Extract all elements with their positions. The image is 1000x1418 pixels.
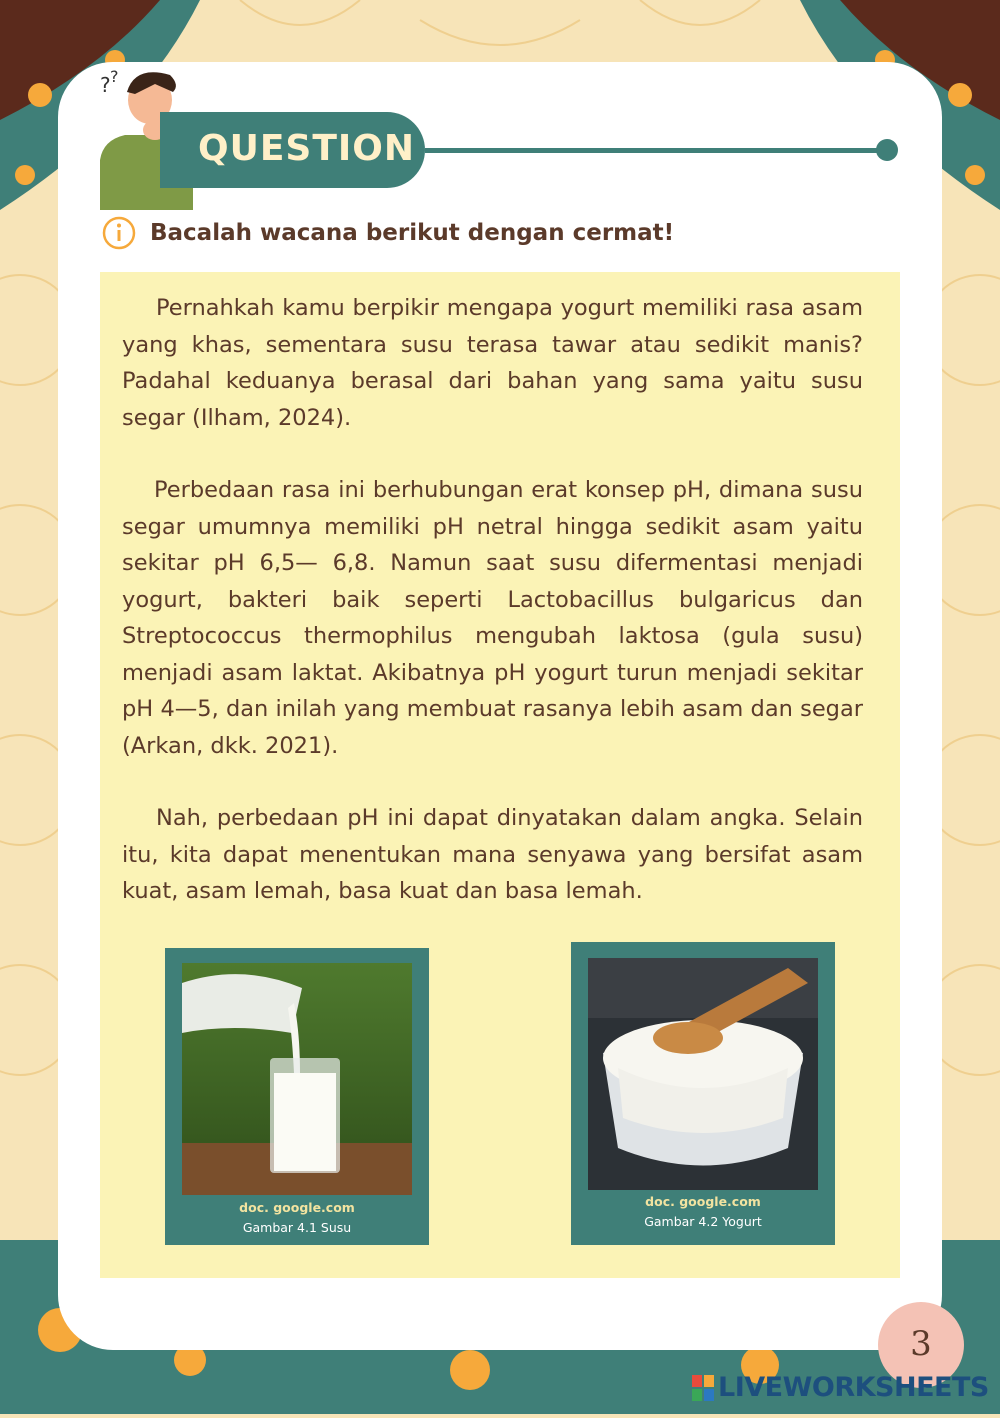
- paragraph-3: Nah, perbedaan pH ini dapat dinyatakan dalam angka. Selain itu, kita dapat menentukan mana senyawa yang bersifat asam kuat, asam lemah, basa kuat dan basa lemah.: [122, 805, 863, 904]
- liveworksheets-logo-icon: [692, 1375, 714, 1401]
- liveworksheets-brand[interactable]: [692, 1372, 989, 1403]
- figure-milk: [165, 948, 429, 1245]
- svg-text:?: ?: [100, 73, 111, 97]
- paragraph-1: Pernahkah kamu berpikir mengapa yogurt memiliki rasa asam yang khas, sementara susu terasa tawar atau sedikit manis? Padahal keduanya berasal dari bahan yang sama yaitu susu segar (Ilham, 2024).: [122, 295, 863, 431]
- brand-name: LIVEWORKSHEETS: [718, 1372, 989, 1403]
- figure-1-caption: Gambar 4.1 Susu: [242, 1220, 352, 1235]
- question-header: [95, 60, 905, 210]
- header-divider-line: [425, 148, 880, 153]
- question-title: QUESTION: [198, 128, 416, 169]
- figure-2-caption: Gambar 4.2 Yogurt: [644, 1214, 762, 1229]
- figure-yogurt: [571, 942, 835, 1245]
- instruction-text: Bacalah wacana berikut dengan cermat!: [150, 220, 675, 246]
- info-icon: [102, 216, 136, 250]
- instruction: [102, 216, 674, 250]
- figure-2-source: doc. google.com: [645, 1194, 761, 1209]
- svg-text:?: ?: [110, 67, 119, 86]
- paragraph-2: Perbedaan rasa ini berhubungan erat konsep pH, dimana susu segar umumnya memiliki pH netral hingga sedikit asam yaitu sekitar pH 6,5— 6,8. Namun saat susu difermentasi menjadi yogurt, bakteri baik seperti Lactobacillus bulgaricus dan Streptococcus thermophilus mengubah laktosa (gula susu) menjadi asam laktat. Akibatnya pH yogurt turun menjadi sekitar pH 4—5, dan inilah yang membuat rasanya lebih asam dan segar (Arkan, dkk. 2021).: [122, 477, 863, 759]
- yogurt-photo: [588, 958, 818, 1190]
- header-divider-dot: [876, 139, 898, 161]
- milk-photo: [182, 963, 412, 1195]
- page-number: 3: [878, 1302, 964, 1388]
- figure-1-source: doc. google.com: [239, 1200, 355, 1215]
